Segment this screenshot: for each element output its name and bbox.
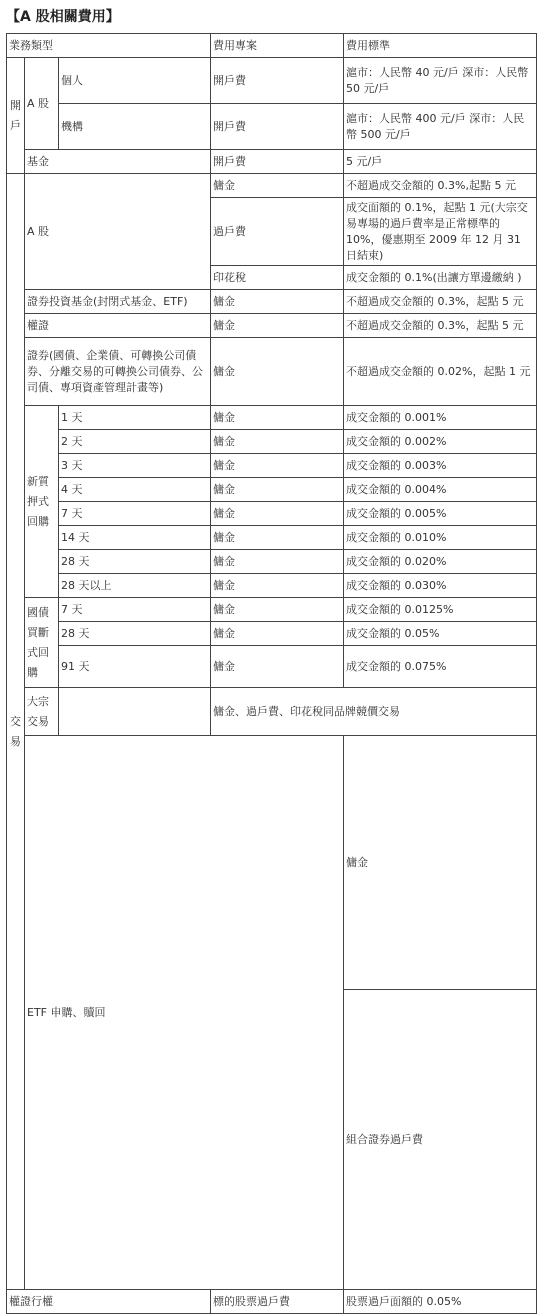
fee-standard: 成交金額的 0.1%(出讓方單邊繳納 ) — [344, 266, 537, 290]
table-row — [7, 502, 537, 526]
term-label: 2 天 — [59, 430, 211, 454]
fee-standard: 成交金額的 0.0125% — [344, 598, 537, 622]
term-label: 7 天 — [59, 502, 211, 526]
row-label-outright-repo: 國債買斷式回購 — [25, 598, 59, 688]
table-row — [7, 338, 537, 406]
row-label-pledge-repo: 新質押式回購 — [25, 406, 59, 598]
term-label: 91 天 — [59, 646, 211, 688]
header-fee-standard: 費用標準 — [344, 34, 537, 58]
fee-table — [6, 33, 537, 1314]
fee-standard: 股票過戶面額的 0.05% — [344, 1290, 537, 1314]
fee-item: 傭金 — [211, 550, 344, 574]
row-label-warrant-exercise: 權證行權 — [7, 1290, 211, 1314]
table-row — [7, 430, 537, 454]
row-label-a-share: A 股 — [25, 174, 211, 290]
term-label: 7 天 — [59, 598, 211, 622]
fee-standard: 不超過成交金額的 0.3%，起點 5 元 — [344, 314, 537, 338]
term-label: 1 天 — [59, 406, 211, 430]
fee-standard: 成交金額的 0.004% — [344, 478, 537, 502]
table-row — [7, 104, 537, 150]
fee-standard: 成交金額的 0.075% — [344, 646, 537, 688]
table-row — [7, 290, 537, 314]
fee-item: 傭金 — [211, 622, 344, 646]
fee-standard: 不超過成交金額的 0.3%,起點 5 元 — [344, 174, 537, 198]
fee-item: 過戶費 — [211, 198, 344, 266]
term-label: 28 天 — [59, 622, 211, 646]
table-row — [7, 150, 537, 174]
fee-item: 傭金 — [211, 314, 344, 338]
fee-standard: 不超過成交金額的 0.3%，起點 5 元 — [344, 290, 537, 314]
table-row — [7, 598, 537, 622]
fee-item: 印花稅 — [211, 266, 344, 290]
row-label-etf: ETF 申購、贖回 — [25, 736, 344, 1290]
header-row — [7, 34, 537, 58]
group-label-trading: 交易 — [7, 174, 25, 1290]
fee-item: 標的股票過戶費 — [211, 1290, 344, 1314]
fee-item: 傭金 — [211, 406, 344, 430]
fee-standard: 成交面額的 0.1%，起點 1 元(大宗交易專場的過戶費率是正常標準的 10%，優惠期至 2009 年 12 月 31 日結束) — [344, 198, 537, 266]
fee-standard: 成交金額的 0.002% — [344, 430, 537, 454]
fee-standard: 不超過成交金額的 0.02%，起點 1 元 — [344, 338, 537, 406]
table-row — [7, 1290, 537, 1314]
fee-item: 傭金 — [211, 174, 344, 198]
table-row — [7, 688, 537, 736]
fee-item: 組合證券過戶費 — [344, 990, 537, 1290]
fee-item: 傭金 — [211, 574, 344, 598]
fee-item: 傭金 — [211, 430, 344, 454]
table-row — [7, 454, 537, 478]
fee-standard: 5 元/戶 — [344, 150, 537, 174]
term-label: 4 天 — [59, 478, 211, 502]
fee-item: 傭金 — [211, 454, 344, 478]
row-label-institution: 機構 — [59, 104, 211, 150]
fee-standard: 滬市：人民幣 400 元/戶 深市：人民幣 500 元/戶 — [344, 104, 537, 150]
fee-standard: 成交金額的 0.003% — [344, 454, 537, 478]
row-label-bonds: 證券(國債、企業債、可轉換公司債券、分離交易的可轉換公司債券、公司債、專項資產管理計畫等) — [25, 338, 211, 406]
table-row — [7, 314, 537, 338]
table-row — [7, 622, 537, 646]
fee-standard: 成交金額的 0.020% — [344, 550, 537, 574]
fee-standard: 滬市：人民幣 40 元/戶 深市：人民幣 50 元/戶 — [344, 58, 537, 104]
term-label: 14 天 — [59, 526, 211, 550]
fee-item: 傭金 — [344, 736, 537, 990]
table-row — [7, 574, 537, 598]
fee-standard: 成交金額的 0.030% — [344, 574, 537, 598]
group-label-account-opening: 開戶 — [7, 58, 25, 174]
table-row — [7, 406, 537, 430]
page-title: 【A 股相關費用】 — [6, 9, 120, 25]
table-row — [7, 646, 537, 688]
table-row — [7, 736, 537, 990]
fee-item: 傭金 — [211, 502, 344, 526]
table-row — [7, 550, 537, 574]
fee-standard: 成交金額的 0.001% — [344, 406, 537, 430]
fee-item: 傭金 — [211, 290, 344, 314]
row-label-fund: 基金 — [25, 150, 211, 174]
fee-item: 開戶費 — [211, 104, 344, 150]
fee-item: 傭金 — [211, 526, 344, 550]
fee-item: 傭金 — [211, 598, 344, 622]
fee-item: 傭金 — [211, 646, 344, 688]
header-fee-item: 費用專案 — [211, 34, 344, 58]
fee-item: 傭金 — [211, 478, 344, 502]
table-row — [7, 478, 537, 502]
fee-item: 開戶費 — [211, 58, 344, 104]
fee-standard: 成交金額的 0.005% — [344, 502, 537, 526]
table-row — [7, 174, 537, 198]
header-business-type: 業務類型 — [7, 34, 211, 58]
term-label: 28 天以上 — [59, 574, 211, 598]
row-label-individual: 個人 — [59, 58, 211, 104]
term-label: 28 天 — [59, 550, 211, 574]
fee-standard: 成交金額的 0.05% — [344, 622, 537, 646]
table-row — [7, 58, 537, 104]
row-label-a-share: A 股 — [25, 58, 59, 150]
fee-standard: 傭金、過戶費、印花稅同品牌競價交易 — [211, 688, 537, 736]
row-label-warrant: 權證 — [25, 314, 211, 338]
row-label-fund: 證券投資基金(封閉式基金、ETF) — [25, 290, 211, 314]
table-row — [7, 526, 537, 550]
fee-item: 傭金 — [211, 338, 344, 406]
fee-item: 開戶費 — [211, 150, 344, 174]
row-label-block-trade: 大宗交易 — [25, 688, 59, 736]
fee-standard: 成交金額的 0.010% — [344, 526, 537, 550]
term-label: 3 天 — [59, 454, 211, 478]
